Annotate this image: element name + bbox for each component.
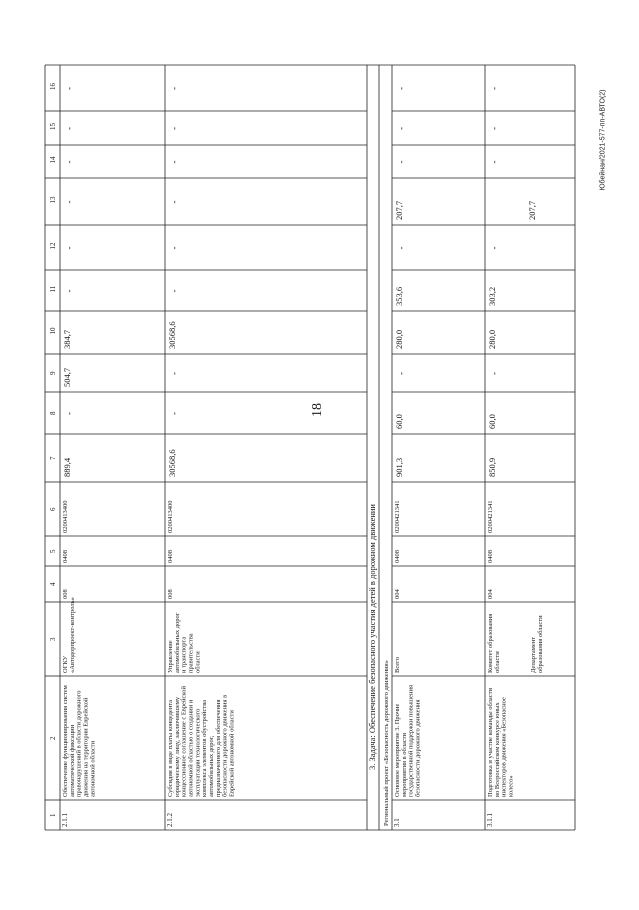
cell-executor-line: и транспорта	[180, 636, 188, 673]
cell-activity	[487, 687, 514, 797]
cell-text	[394, 589, 401, 600]
cell-executor-line: Всего	[394, 657, 401, 673]
cell-text	[393, 818, 401, 827]
cell-value: 303,2	[487, 286, 497, 306]
cell-executor-line: Комитет образования	[487, 613, 494, 673]
cell-executor-line: ОГКУ	[62, 655, 69, 673]
cell-value: -	[396, 160, 406, 164]
cell-text	[394, 501, 401, 534]
cell-activity-line: государственной поддержки повышения	[407, 685, 415, 797]
cell-activity-line: автоматической фиксации	[68, 724, 76, 797]
cell-executor-extra-line: образования области	[536, 615, 544, 673]
cell-activity-line: Подготовка и участие команды области	[487, 687, 494, 797]
document-code: Юбейнан/2021-577-пп-АВТО(2)	[599, 89, 607, 191]
cell-text-line: 008	[62, 589, 69, 599]
cell-value: -	[396, 127, 406, 130]
cell-text	[61, 813, 69, 828]
cell-activity	[62, 685, 96, 797]
cell-value: 901,3	[394, 457, 404, 477]
cell-text-line: 004	[394, 589, 401, 599]
cell-value: 280,0	[487, 329, 497, 349]
cell-activity-line: автомобильных дорог,	[207, 735, 215, 797]
cell-value: -	[64, 200, 74, 204]
cell-executor-line: правительства	[187, 633, 195, 673]
header-cell: 2	[49, 736, 57, 740]
cell-value: 30568,6	[167, 321, 177, 349]
cell-activity-line: движения на территории Еврейской	[82, 697, 90, 797]
cell-value: 280,0	[394, 329, 404, 349]
cell-value: -	[169, 87, 179, 90]
cell-value: -	[396, 87, 406, 90]
cell-value: -	[64, 127, 74, 130]
header-cell: 12	[49, 242, 57, 250]
cell-executor	[487, 614, 501, 673]
cell-text	[167, 501, 174, 534]
cell-activity-line: мероприятия в области	[400, 732, 408, 797]
cell-text-line: 0408	[167, 550, 174, 563]
cell-value: 850,9	[487, 457, 497, 477]
cell-executor	[167, 612, 201, 673]
cell-executor-line: области	[493, 651, 501, 673]
section-heading: 3. Задача: Обеспечение безопасного участия детей в дорожном движении	[367, 504, 377, 770]
cell-value: -	[169, 289, 179, 293]
cell-value: -	[489, 87, 499, 90]
cell-activity	[394, 685, 421, 797]
cell-value: -	[64, 160, 74, 164]
cell-value: -	[64, 289, 74, 293]
cell-value: 384,7	[62, 329, 72, 349]
project-heading: Региональный проект «Безопасность дорожного движения»	[383, 660, 390, 826]
cell-executor-line: автомобильных дорог	[173, 612, 181, 673]
header-cell: 11	[49, 285, 57, 293]
cell-value: 30568,6	[167, 449, 177, 477]
cell-text-line: 008	[167, 589, 174, 599]
header-cell: 1	[49, 813, 57, 817]
cell-value: -	[489, 246, 499, 250]
cell-text	[486, 813, 494, 828]
cell-text	[394, 550, 401, 563]
cell-value: -	[169, 246, 179, 250]
cell-activity-line: Обеспечение функционирования систем	[62, 685, 69, 797]
cell-executor-line: области	[194, 651, 202, 673]
page-number: 18	[310, 403, 325, 417]
header-cell: 6	[49, 507, 57, 511]
cell-activity-line: Еврейской автономной области	[228, 710, 236, 797]
cell-value: -	[64, 412, 74, 415]
cell-activity-line: концессионное соглашение с Еврейской	[180, 686, 188, 797]
cell-activity-line: инспекторов движения «Безопасное	[500, 697, 508, 797]
cell-value: -	[64, 246, 74, 250]
cell-text-line: 3.1	[393, 818, 401, 827]
cell-value: -	[489, 160, 499, 164]
cell-text	[487, 550, 494, 563]
cell-text-line: 0200421341	[487, 500, 494, 533]
cell-text	[166, 813, 174, 828]
cell-activity-line: автономной области	[89, 740, 97, 797]
cell-text-line: 3.1.1	[486, 813, 494, 827]
cell-executor-extra-line: Департамент	[530, 636, 537, 673]
cell-text	[487, 501, 494, 534]
cell-activity-line: юридическому лицу, заключившему	[173, 696, 181, 797]
cell-text-line: 0200413400	[167, 500, 174, 533]
cell-activity-line: предназначенного для обеспечения	[214, 699, 222, 797]
header-cell: 4	[49, 582, 57, 586]
cell-value: -	[169, 127, 179, 130]
cell-activity-line: во Всероссийском конкурсе юных	[493, 702, 501, 797]
cell-activity-line: автономной областью о создании и	[187, 699, 195, 797]
cell-text	[167, 550, 174, 563]
header-cell: 10	[49, 327, 57, 335]
cell-text	[167, 589, 174, 599]
cell-value: -	[169, 372, 179, 375]
cell-text	[62, 550, 69, 563]
cell-value: -	[396, 246, 406, 250]
cell-text-line: 004	[487, 589, 494, 599]
cell-text-line: 0408	[394, 550, 401, 563]
header-cell: 9	[49, 371, 57, 375]
cell-text-line: 2.1.1	[61, 813, 69, 827]
cell-activity-line: безопасности дорожного движения в	[221, 694, 229, 797]
cell-value: -	[169, 200, 179, 204]
cell-value: -	[489, 127, 499, 130]
header-cell: 13	[49, 196, 57, 204]
header-cell: 14	[49, 156, 57, 164]
cell-executor-line: «Автодорпроект-контроль»	[68, 597, 76, 673]
header-cell: 15	[49, 123, 57, 130]
cell-value: -	[169, 160, 179, 164]
cell-executor-line: Управление	[167, 640, 174, 673]
cell-activity-line: правонарушений в области дорожного	[75, 690, 83, 797]
cell-activity-line: Основное мероприятие 3. Прочие	[394, 703, 401, 797]
cell-activity-line: Субсидия в виде платы концедента	[167, 699, 174, 797]
cell-executor	[394, 657, 401, 673]
cell-value: -	[489, 372, 499, 375]
header-cell: 3	[49, 637, 57, 641]
cell-activity	[167, 686, 235, 797]
cell-value: -	[169, 412, 179, 415]
cell-text-line: 2.1.2	[166, 813, 174, 827]
cell-text-line: 0200421341	[394, 500, 401, 533]
cell-executor-extra	[530, 615, 544, 673]
cell-text-line: 0200413400	[62, 500, 69, 533]
cell-value: 353,6	[394, 286, 404, 306]
cell-activity-line: безопасности дорожного движения	[414, 699, 422, 797]
cell-executor	[62, 597, 76, 673]
cell-value: 60,0	[394, 414, 404, 429]
cell-text	[62, 589, 69, 599]
cell-text	[62, 501, 69, 534]
header-cell: 8	[49, 411, 57, 415]
cell-value: 60,0	[487, 414, 497, 429]
header-cell: 5	[49, 549, 57, 553]
header-cell: 7	[49, 456, 57, 460]
cell-value: 504,7	[62, 367, 72, 387]
cell-text	[487, 589, 494, 600]
cell-value: 207,7	[527, 200, 537, 220]
cell-value: -	[64, 87, 74, 90]
cell-text-line: 0408	[62, 550, 69, 563]
cell-activity-line: колесо»	[507, 775, 515, 797]
cell-value: -	[396, 372, 406, 375]
header-cell: 16	[49, 83, 57, 90]
cell-activity-line: эксплуатации технологического	[194, 708, 202, 797]
cell-value: 207,7	[394, 200, 404, 220]
cell-value: 889,4	[62, 457, 72, 477]
cell-text-line: 0408	[487, 550, 494, 563]
cell-activity-line: комплекса элементов обустройства	[201, 699, 209, 797]
